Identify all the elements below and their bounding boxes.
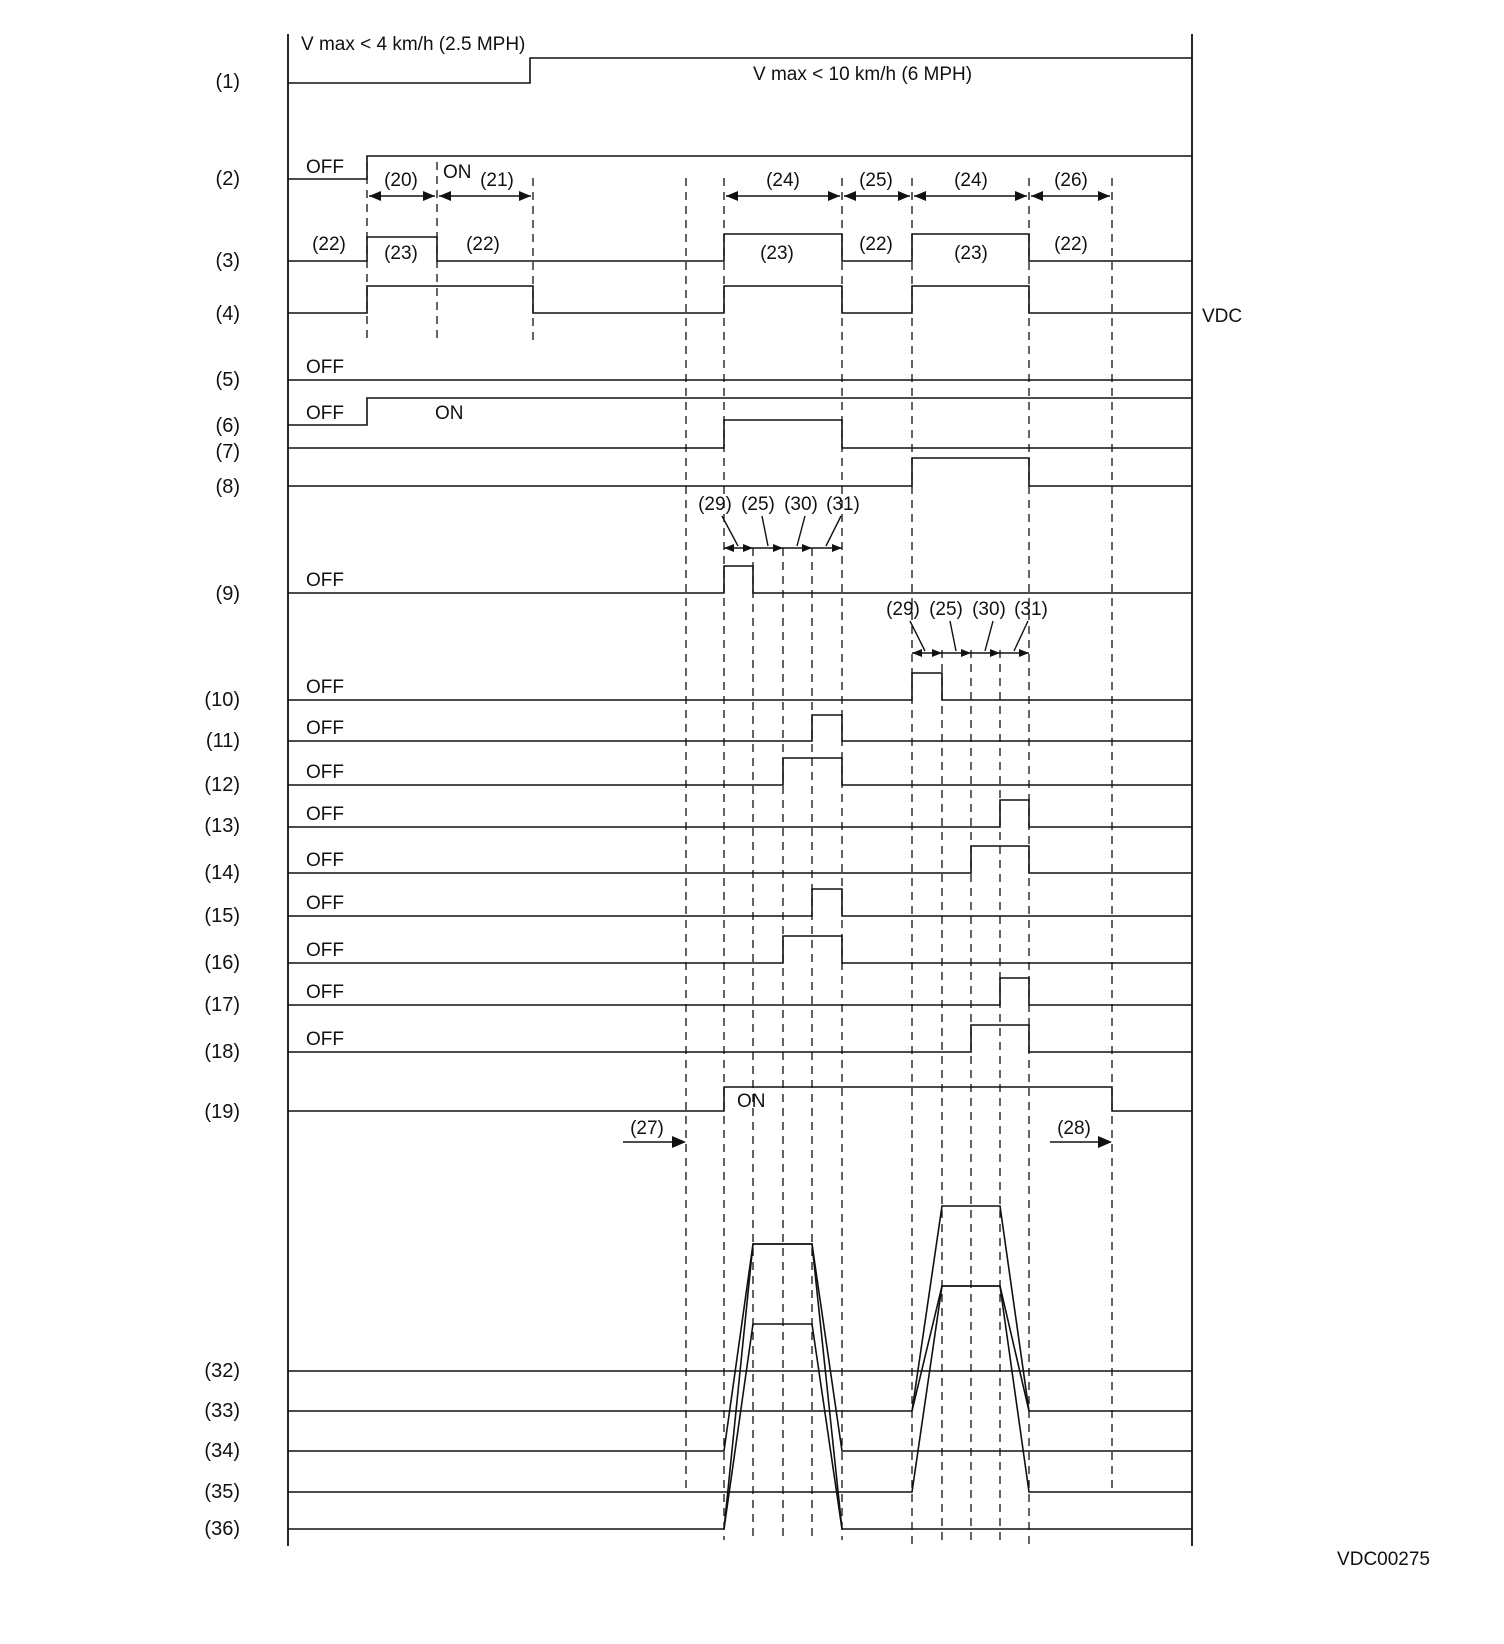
row-label-32: (32): [204, 1360, 240, 1382]
label-27: (27): [630, 1118, 664, 1139]
speed-high-label: V max < 10 km/h (6 MPH): [753, 64, 973, 85]
row-label-1: (1): [215, 71, 240, 93]
label-26: (26): [1054, 170, 1088, 191]
trace-12-off-label: OFF: [306, 762, 344, 783]
trace-14: [288, 846, 1192, 873]
trace-18-off-label: OFF: [306, 1029, 344, 1050]
row-label-14: (14): [204, 862, 240, 884]
label-25: (25): [859, 170, 893, 191]
row-label-18: (18): [204, 1041, 240, 1063]
row-label-13: (13): [204, 815, 240, 837]
arrowhead-28: [1098, 1136, 1112, 1148]
trace-9-off-label: OFF: [306, 570, 344, 591]
label-23-a: (23): [384, 243, 418, 264]
row-label-33: (33): [204, 1400, 240, 1422]
phase-arrowhead-a1: [724, 544, 734, 552]
label-22-d: (22): [1054, 234, 1088, 255]
label-22-c: (22): [859, 234, 893, 255]
phase-arrowhead-b2: [932, 649, 942, 657]
arrowhead-20-left: [369, 191, 381, 201]
phase-arrowhead-b5: [1019, 649, 1029, 657]
trace-1-speed: [288, 58, 1192, 83]
row-labels: [204, 71, 240, 1540]
row-label-2: (2): [215, 168, 240, 190]
row-label-17: (17): [204, 994, 240, 1016]
row-label-11: (11): [205, 730, 240, 752]
label-31-a: (31): [826, 494, 860, 515]
trace-11: [288, 715, 1192, 741]
row-label-12: (12): [204, 774, 240, 796]
leader-25-b: [950, 621, 956, 651]
label-21: (21): [480, 170, 514, 191]
trace-10-off-label: OFF: [306, 677, 344, 698]
trace-8: [288, 458, 1192, 486]
leader-25-a: [762, 516, 768, 546]
trace-16: [288, 936, 1192, 963]
label-25-b: (25): [929, 599, 963, 620]
trace-4-vdc: [288, 286, 1192, 313]
label-24b: (24): [954, 170, 988, 191]
leader-31-b: [1014, 621, 1028, 651]
phase-arrowhead-b4: [990, 649, 1000, 657]
row-label-36: (36): [204, 1518, 240, 1540]
label-24a: (24): [766, 170, 800, 191]
arrowhead-24b-left: [914, 191, 926, 201]
trace-11-off-label: OFF: [306, 718, 344, 739]
label-29-b: (29): [886, 599, 920, 620]
trace-6-on-label: ON: [435, 403, 464, 424]
trace-14-off-label: OFF: [306, 850, 344, 871]
vdc-label: VDC: [1202, 306, 1243, 327]
row-label-7: (7): [215, 441, 240, 463]
arrowhead-26-right: [1098, 191, 1110, 201]
phase-arrowhead-a5: [832, 544, 842, 552]
label-25-a2: (25): [741, 494, 775, 515]
phase-arrowhead-b3: [961, 649, 971, 657]
phase-arrowhead-a2: [743, 544, 753, 552]
row-label-8: (8): [215, 476, 240, 498]
arrowhead-27: [672, 1136, 686, 1148]
label-23-b: (23): [760, 243, 794, 264]
arrowhead-25-left: [844, 191, 856, 201]
arrowhead-24a-right: [828, 191, 840, 201]
interval-arrows-row2: [369, 191, 1110, 201]
trace-15: [288, 889, 1192, 916]
leader-30-a: [797, 516, 805, 546]
label-23-c: (23): [954, 243, 988, 264]
row-label-4: (4): [215, 303, 240, 325]
trace-17: [288, 978, 1192, 1005]
row-label-5: (5): [215, 369, 240, 391]
leader-30-b: [985, 621, 993, 651]
label-30-b: (30): [972, 599, 1006, 620]
row-label-3: (3): [215, 250, 240, 272]
arrowhead-24a-left: [726, 191, 738, 201]
trace-2-off-label: OFF: [306, 157, 344, 178]
figure-code: VDC00275: [1337, 1549, 1430, 1570]
trace-12: [288, 758, 1192, 785]
label-30-a: (30): [784, 494, 818, 515]
trace-7: [288, 420, 1192, 448]
trace-2-on-label: ON: [443, 162, 472, 183]
row-label-16: (16): [204, 952, 240, 974]
trace-18: [288, 1025, 1192, 1052]
row-label-15: (15): [204, 905, 240, 927]
trace-13: [288, 800, 1192, 827]
phase-arrowhead-a4: [802, 544, 812, 552]
trace-36: [288, 1324, 1192, 1529]
trace-6: [288, 398, 1192, 425]
label-20: (20): [384, 170, 418, 191]
trace-17-off-label: OFF: [306, 982, 344, 1003]
arrowhead-21-left: [439, 191, 451, 201]
arrowhead-20-right: [423, 191, 435, 201]
label-22-a: (22): [312, 234, 346, 255]
trace-5-off-label: OFF: [306, 357, 344, 378]
row-label-19: (19): [204, 1101, 240, 1123]
arrowhead-24b-right: [1015, 191, 1027, 201]
label-28: (28): [1057, 1118, 1091, 1139]
trace-35: [288, 1286, 1192, 1492]
trace-10: [288, 673, 1192, 700]
label-31-b: (31): [1014, 599, 1048, 620]
leader-31-a: [826, 516, 841, 546]
row-label-35: (35): [204, 1481, 240, 1503]
trace-13-off-label: OFF: [306, 804, 344, 825]
arrowhead-25-right: [898, 191, 910, 201]
label-29-a: (29): [698, 494, 732, 515]
row-label-6: (6): [215, 415, 240, 437]
row-label-34: (34): [204, 1440, 240, 1462]
trace-9: [288, 566, 1192, 593]
phase-arrowhead-b1: [912, 649, 922, 657]
phase-arrowhead-a3: [773, 544, 783, 552]
arrowhead-21-right: [519, 191, 531, 201]
row-label-10: (10): [204, 689, 240, 711]
speed-low-label: V max < 4 km/h (2.5 MPH): [301, 34, 526, 55]
trace-6-off-label: OFF: [306, 403, 344, 424]
row-label-9: (9): [215, 583, 240, 605]
trace-16-off-label: OFF: [306, 940, 344, 961]
trace-33: [288, 1286, 1192, 1411]
label-22-b: (22): [466, 234, 500, 255]
arrowhead-26-left: [1031, 191, 1043, 201]
trace-19-on-label: ON: [737, 1091, 766, 1112]
trace-15-off-label: OFF: [306, 893, 344, 914]
